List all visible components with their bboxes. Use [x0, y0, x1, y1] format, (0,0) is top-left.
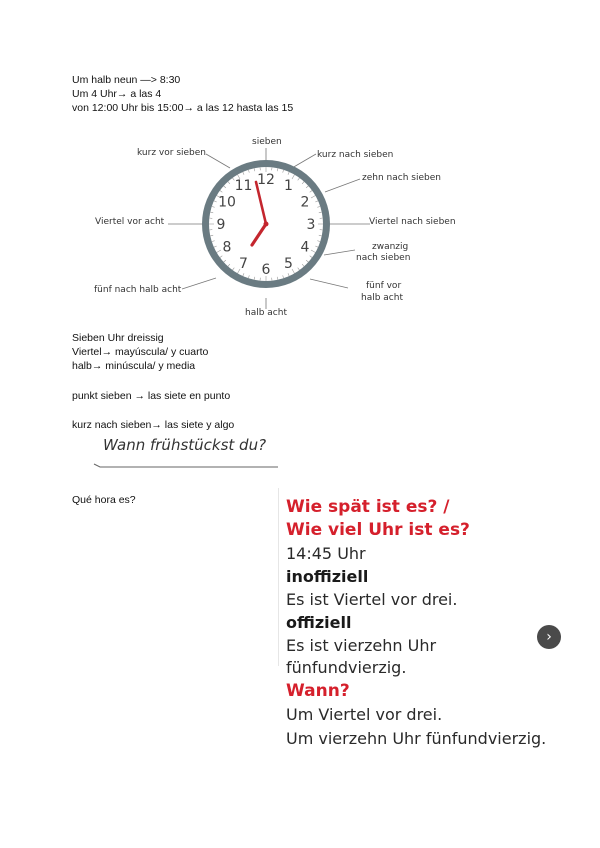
clock-number-5: 5 [284, 256, 293, 272]
clock-number-10: 10 [218, 194, 236, 211]
card-time: 14:45 Uhr [286, 544, 366, 563]
clock-number-6: 6 [261, 262, 271, 278]
card-answer-2: Um vierzehn Uhr fünfundvierzig. [286, 729, 547, 748]
card-question-2: Wie viel Uhr ist es? [286, 520, 470, 540]
card-edge [278, 488, 279, 666]
label-zwanzig: zwanzig [372, 242, 409, 252]
label-nach-sieben: nach sieben [356, 253, 411, 263]
next-arrow-button[interactable]: › [537, 625, 561, 649]
clock-number-1: 1 [284, 178, 293, 194]
note-line-1: Um halb neun —> 8:30 [72, 74, 181, 86]
label-fuenf-nach-halb: fünf nach halb acht [94, 285, 182, 295]
card-inoffiziell-text: Es ist Viertel vor drei. [286, 590, 458, 609]
label-viertel-nach: Viertel nach sieben [369, 217, 456, 227]
clock-number-11: 11 [234, 178, 253, 194]
clock-number-2: 2 [300, 194, 310, 211]
note-line-8: kurz nach sieben→ las siete y algo [72, 419, 235, 431]
time-card [278, 488, 556, 753]
card-offiziell-label: offiziell [286, 613, 352, 632]
handwritten-underline [92, 458, 282, 470]
note-line-2: Um 4 Uhr→ a las 4 [72, 88, 162, 100]
label-zehn-nach: zehn nach sieben [362, 173, 441, 183]
label-halb-acht: halb acht [245, 308, 287, 318]
note-line-6: halb→ minúscula/ y media [72, 360, 196, 372]
note-line-4: Sieben Uhr dreissig [72, 332, 164, 344]
label-viertel-vor: Viertel vor acht [95, 217, 165, 227]
card-answer-1: Um Viertel vor drei. [286, 705, 443, 724]
clock-number-8: 8 [222, 239, 232, 256]
clock-number-3: 3 [306, 217, 316, 233]
label-kurz-vor: kurz vor sieben [137, 148, 206, 158]
label-fuenf-vor: fünf vor [366, 281, 402, 291]
note-line-7: punkt sieben → las siete en punto [72, 390, 231, 402]
clock-center [264, 222, 269, 227]
card-question-1: Wie spät ist es? / [286, 497, 450, 517]
card-offiziell-text: Es ist vierzehn Uhr fünfundvierzig. [286, 636, 437, 677]
label-kurz-nach: kurz nach sieben [317, 150, 394, 160]
clock-number-12: 12 [257, 172, 275, 188]
clock-number-4: 4 [300, 239, 310, 256]
card-wann: Wann? [286, 681, 350, 701]
note-line-3: von 12:00 Uhr bis 15:00→ a las 12 hasta las 15 [72, 102, 294, 114]
note-line-5: Viertel→ mayúscula/ y cuarto [72, 346, 209, 358]
handwritten-question: Wann frühstückst du? [103, 436, 267, 454]
clock-number-7: 7 [239, 256, 248, 272]
card-inoffiziell-label: inoffiziell [286, 567, 369, 586]
label-sieben: sieben [252, 137, 282, 147]
label-halb-acht-right: halb acht [361, 293, 403, 303]
clock-number-9: 9 [216, 217, 226, 233]
note-line-9: Qué hora es? [72, 494, 136, 506]
